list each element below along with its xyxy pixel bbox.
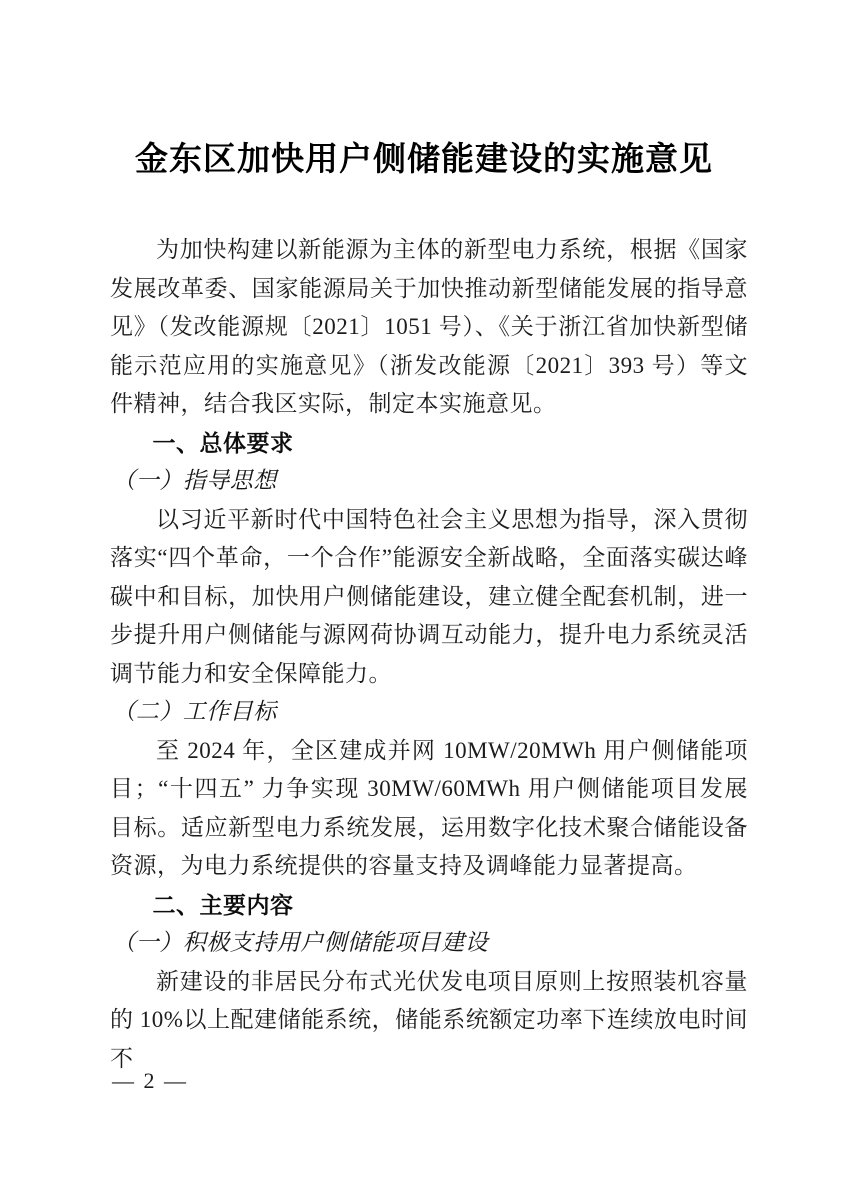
section-2-heading: 二、主要内容 [152,891,294,918]
section-2-sub-1-paragraph: 新建设的非居民分布式光伏发电项目原则上按照装机容量的 10%以上配建储能系统，储能系统额定功率下连续放电时间不 [110,968,748,1071]
intro-paragraph: 为加快构建以新能源为主体的新型电力系统，根据《国家发展改革委、国家能源局关于加快推动新型储能发展的指导意见》（发改能源规〔2021〕1051 号）、《关于浙江省加快新型储能示范应用的实施意见》（浙发改能源〔2021〕393 号）等文件精神，结合我区实际，制定本实施意见。 [110,237,748,416]
section-1-sub-2-heading: （二）工作目标 [112,699,277,724]
page-title: 金东区加快用户侧储能建设的实施意见 [135,142,713,178]
section-1-sub-1-paragraph: 以习近平新时代中国特色社会主义思想为指导，深入贯彻落实“四个革命，一个合作”能源安全新战略，全面落实碳达峰碳中和目标，加快用户侧储能建设，建立健全配套机制，进一步提升用户侧储能与源网荷协调互动能力，提升电力系统灵活调节能力和安全保障能力。 [110,506,748,686]
section-1-sub-1-heading: （一）指导思想 [112,468,277,493]
section-1-sub-2-paragraph: 至 2024 年，全区建成并网 10MW/20MWh 用户侧储能项目；“十四五” 力争实现 30MW/60MWh 用户侧储能项目发展目标。适应新型电力系统发展，运用数字化技术聚合储能设备资源，为电力系统提供的容量支持及调峰能力显著提高。 [110,737,748,878]
section-2-sub-1-heading: （一）积极支持用户侧储能项目建设 [112,930,489,955]
document-body [110,231,748,1078]
section-1-heading: 一、总体要求 [152,429,294,456]
page-number: — 2 — [112,1068,188,1093]
